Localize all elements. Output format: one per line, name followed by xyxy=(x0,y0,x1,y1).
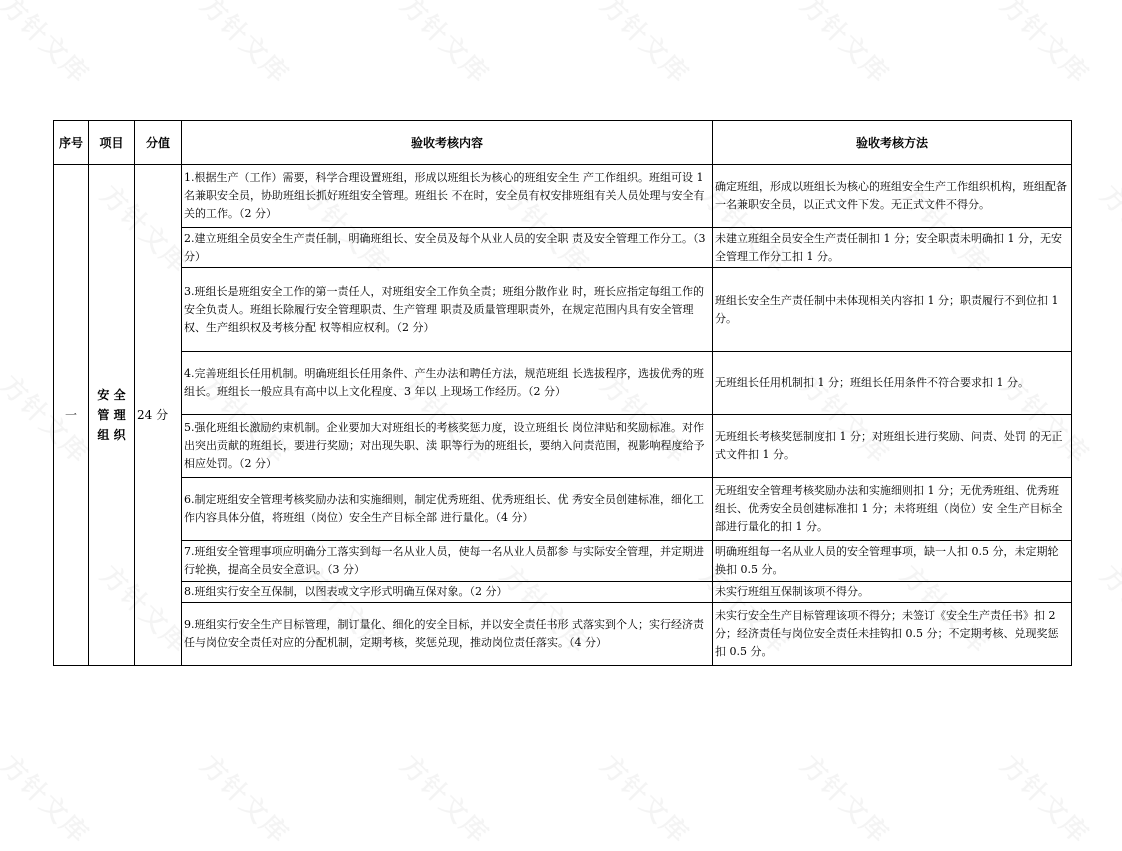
method-cell: 未实行班组互保制该项不得分。 xyxy=(713,582,1072,603)
table-row xyxy=(54,415,1072,478)
watermark-text xyxy=(393,0,498,91)
content-cell: 2.建立班组全员安全生产责任制，明确班组长、安全员及每个从业人员的安全职 责及安全管理工作分工。（3 分） xyxy=(182,228,713,268)
acceptance-assessment-table xyxy=(53,120,1072,666)
table-row xyxy=(54,478,1072,541)
header-item: 项目 xyxy=(89,121,135,165)
watermark-text xyxy=(193,0,298,91)
method-cell: 未实行安全生产目标管理该项不得分；未签订《安全生产责任书》扣 2 分；经济责任与岗位安全责任未挂钩扣 0.5 分；不定期考核、兑现奖惩扣 0.5 分。 xyxy=(713,603,1072,666)
header-index: 序号 xyxy=(54,121,89,165)
watermark-text xyxy=(0,0,99,91)
watermark-text xyxy=(993,746,1098,851)
method-cell: 未建立班组全员安全生产责任制扣 1 分；安全职责未明确扣 1 分，无安全管理工作分工扣 1 分。 xyxy=(713,228,1072,268)
method-cell: 班组长安全生产责任制中未体现相关内容扣 1 分；职责履行不到位扣 1 分。 xyxy=(713,268,1072,352)
table-row xyxy=(54,165,1072,228)
table-row xyxy=(54,268,1072,352)
watermark-text xyxy=(593,746,698,851)
watermark-text xyxy=(993,0,1098,91)
content-cell: 9.班组实行安全生产目标管理，制订量化、细化的安全目标，并以安全责任书形 式落实到个人；实行经济责任与岗位安全责任对应的分配机制，定期考核，奖惩兑现，推动岗位责任落实。（4 分） xyxy=(182,603,713,666)
content-cell: 7.班组安全管理事项应明确分工落实到每一名从业人员，使每一名从业人员都参 与实际安全管理，并定期进行轮换，提高全员安全意识。（3 分） xyxy=(182,541,713,582)
section-index: 一 xyxy=(54,165,89,666)
table-row xyxy=(54,228,1072,268)
content-cell: 1.根据生产（工作）需要，科学合理设置班组，形成以班组长为核心的班组安全生 产工作组织。班组可设 1 名兼职安全员，协助班组长抓好班组安全管理。班组长 不在时，安全员有权安排班组有关人员处理与安全有关的工作。（2 分） xyxy=(182,165,713,228)
watermark-text xyxy=(0,746,99,851)
table-row xyxy=(54,582,1072,603)
watermark-text xyxy=(393,746,498,851)
method-cell: 明确班组每一名从业人员的安全管理事项，缺一人扣 0.5 分，未定期轮换扣 0.5 分。 xyxy=(713,541,1072,582)
content-cell: 8.班组实行安全互保制，以图表或文字形式明确互保对象。（2 分） xyxy=(182,582,713,603)
section-item: 安 全 管 理 组 织 xyxy=(89,165,135,666)
watermark-text xyxy=(793,746,898,851)
table-row xyxy=(54,541,1072,582)
content-cell: 6.制定班组安全管理考核奖励办法和实施细则，制定优秀班组、优秀班组长、优 秀安全员创建标准，细化工作内容具体分值，将班组（岗位）安全生产目标全部 进行量化。（4 分） xyxy=(182,478,713,541)
method-cell: 无班组长任用机制扣 1 分；班组长任用条件不符合要求扣 1 分。 xyxy=(713,352,1072,415)
watermark-text xyxy=(1093,176,1122,281)
method-cell: 无班组安全管理考核奖励办法和实施细则扣 1 分；无优秀班组、优秀班组长、优秀安全员创建标准扣 1 分；未将班组（岗位）安 全生产目标全部进行量化的扣 1 分。 xyxy=(713,478,1072,541)
header-content: 验收考核内容 xyxy=(182,121,713,165)
content-cell: 3.班组长是班组安全工作的第一责任人，对班组安全工作负全责；班组分散作业 时，班长应指定每组工作的安全负责人。班组长除履行安全管理职责、生产管理 职责及质量管理职责外，在规定范围内具有安全管理权、生产组织权及考核分配 权等相应权利。（2 分） xyxy=(182,268,713,352)
table-row xyxy=(54,603,1072,666)
section-score: 24 分 xyxy=(135,165,182,666)
watermark-text xyxy=(593,0,698,91)
table-header-row xyxy=(54,121,1072,165)
header-method: 验收考核方法 xyxy=(713,121,1072,165)
content-cell: 4.完善班组长任用机制。明确班组长任用条件、产生办法和聘任方法，规范班组 长选拔程序，选拔优秀的班组长。班组长一般应具有高中以上文化程度、3 年以 上现场工作经历。（2 分） xyxy=(182,352,713,415)
table-row xyxy=(54,352,1072,415)
content-cell: 5.强化班组长激励约束机制。企业要加大对班组长的考核奖惩力度，设立班组长 岗位津贴和奖励标准。对作出突出贡献的班组长，要进行奖励；对出现失职、渎 职等行为的班组长，要纳入问责范围，视影响程度给予相应处罚。（2 分） xyxy=(182,415,713,478)
method-cell: 无班组长考核奖惩制度扣 1 分；对班组长进行奖励、问责、处罚 的无正式文件扣 1 分。 xyxy=(713,415,1072,478)
watermark-text xyxy=(193,746,298,851)
method-cell: 确定班组，形成以班组长为核心的班组安全生产工作组织机构，班组配备一名兼职安全员，以正式文件下发。无正式文件不得分。 xyxy=(713,165,1072,228)
watermark-text xyxy=(1093,556,1122,661)
header-score: 分值 xyxy=(135,121,182,165)
watermark-text xyxy=(793,0,898,91)
